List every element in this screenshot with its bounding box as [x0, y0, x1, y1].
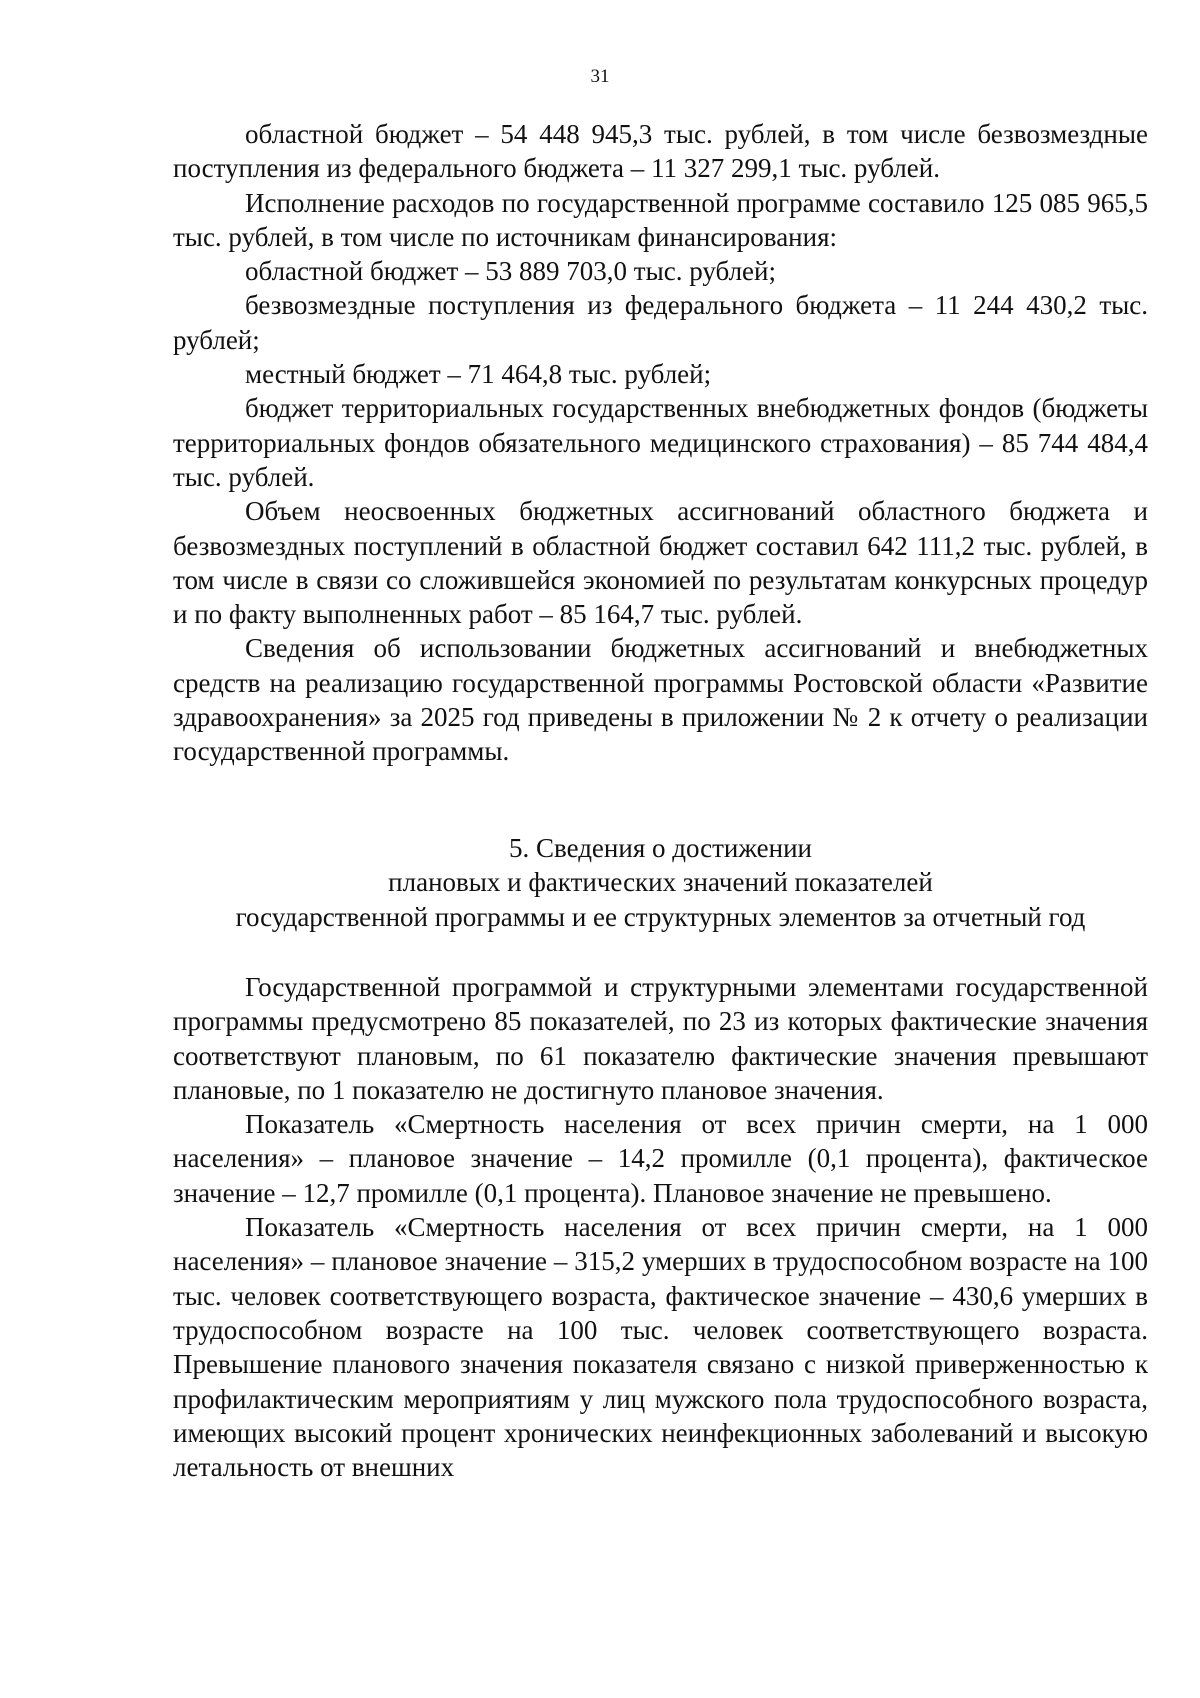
- paragraph: Государственной программой и структурными элементами государственной программы предусмотрено 85 показателей, по 23 из которых фактические значения соответствуют плановым, по 61 показателю фактические значения превышают плановые, по 1 показателю не достигнуто плановое значения.: [173, 972, 1148, 1105]
- page-number: 31: [590, 66, 610, 87]
- paragraph: безвозмездные поступления из федерального бюджета – 11 244 430,2 тыс. рублей;: [173, 290, 1148, 355]
- paragraph: Объем неосвоенных бюджетных ассигнований областного бюджета и безвозмездных поступлений в областной бюджет составил 642 111,2 тыс. рублей, в том числе в связи со сложившейся экономией по результатам конкурсных процедур и по факту выполненных работ – 85 164,7 тыс. рублей.: [173, 496, 1148, 630]
- paragraph: Сведения об использовании бюджетных ассигнований и внебюджетных средств на реализацию государственной программы Ростовской области «Развитие здравоохранения» за 2025 год приведены в приложении № 2 к отчету о реализации государственной программы.: [173, 633, 1148, 767]
- paragraph: бюджет территориальных государственных внебюджетных фондов (бюджеты территориальных фондов обязательного медицинского страхования) – 85 744 484,4 тыс. рублей.: [173, 393, 1148, 492]
- paragraph: Показатель «Смертность населения от всех причин смерти, на 1 000 населения» – плановое значение – 315,2 умерших в трудоспособном возрасте на 100 тыс. человек соответствующего возраста, фактическое значение – 430,6 умерших в трудоспособном возрасте на 100 тыс. человек соответствующего возраста. Превышение планового значения показателя связано с низкой приверженностью к профилактическим мероприятиям у лиц мужского пола трудоспособного возраста, имеющих высокий процент хронических неинфекционных заболеваний и высокую летальность от внешних: [173, 1212, 1148, 1483]
- paragraph: Исполнение расходов по государственной программе составило 125 085 965,5 тыс. рублей, в том числе по источникам финансирования:: [173, 187, 1148, 252]
- paragraph: Показатель «Смертность населения от всех причин смерти, на 1 000 населения» – плановое значение – 14,2 промилле (0,1 процента), фактическое значение – 12,7 промилле (0,1 процента). Плановое значение не превышено.: [173, 1109, 1148, 1208]
- section-heading-line: 5. Сведения о достижении: [508, 833, 813, 863]
- section-heading: [173, 831, 1148, 934]
- paragraph: областной бюджет – 54 448 945,3 тыс. рублей, в том числе безвозмездные поступления из федерального бюджета – 11 327 299,1 тыс. рублей.: [173, 119, 1148, 184]
- paragraph: областной бюджет – 53 889 703,0 тыс. рублей;: [245, 256, 776, 287]
- section-heading-line: плановых и фактических значений показателей: [388, 867, 933, 898]
- budget-paragraphs: [173, 117, 1148, 769]
- indicator-paragraphs: [173, 970, 1148, 1484]
- paragraph: местный бюджет – 71 464,8 тыс. рублей;: [245, 359, 712, 390]
- section-heading-line: государственной программы и ее структурных элементов за отчетный год: [235, 901, 1086, 932]
